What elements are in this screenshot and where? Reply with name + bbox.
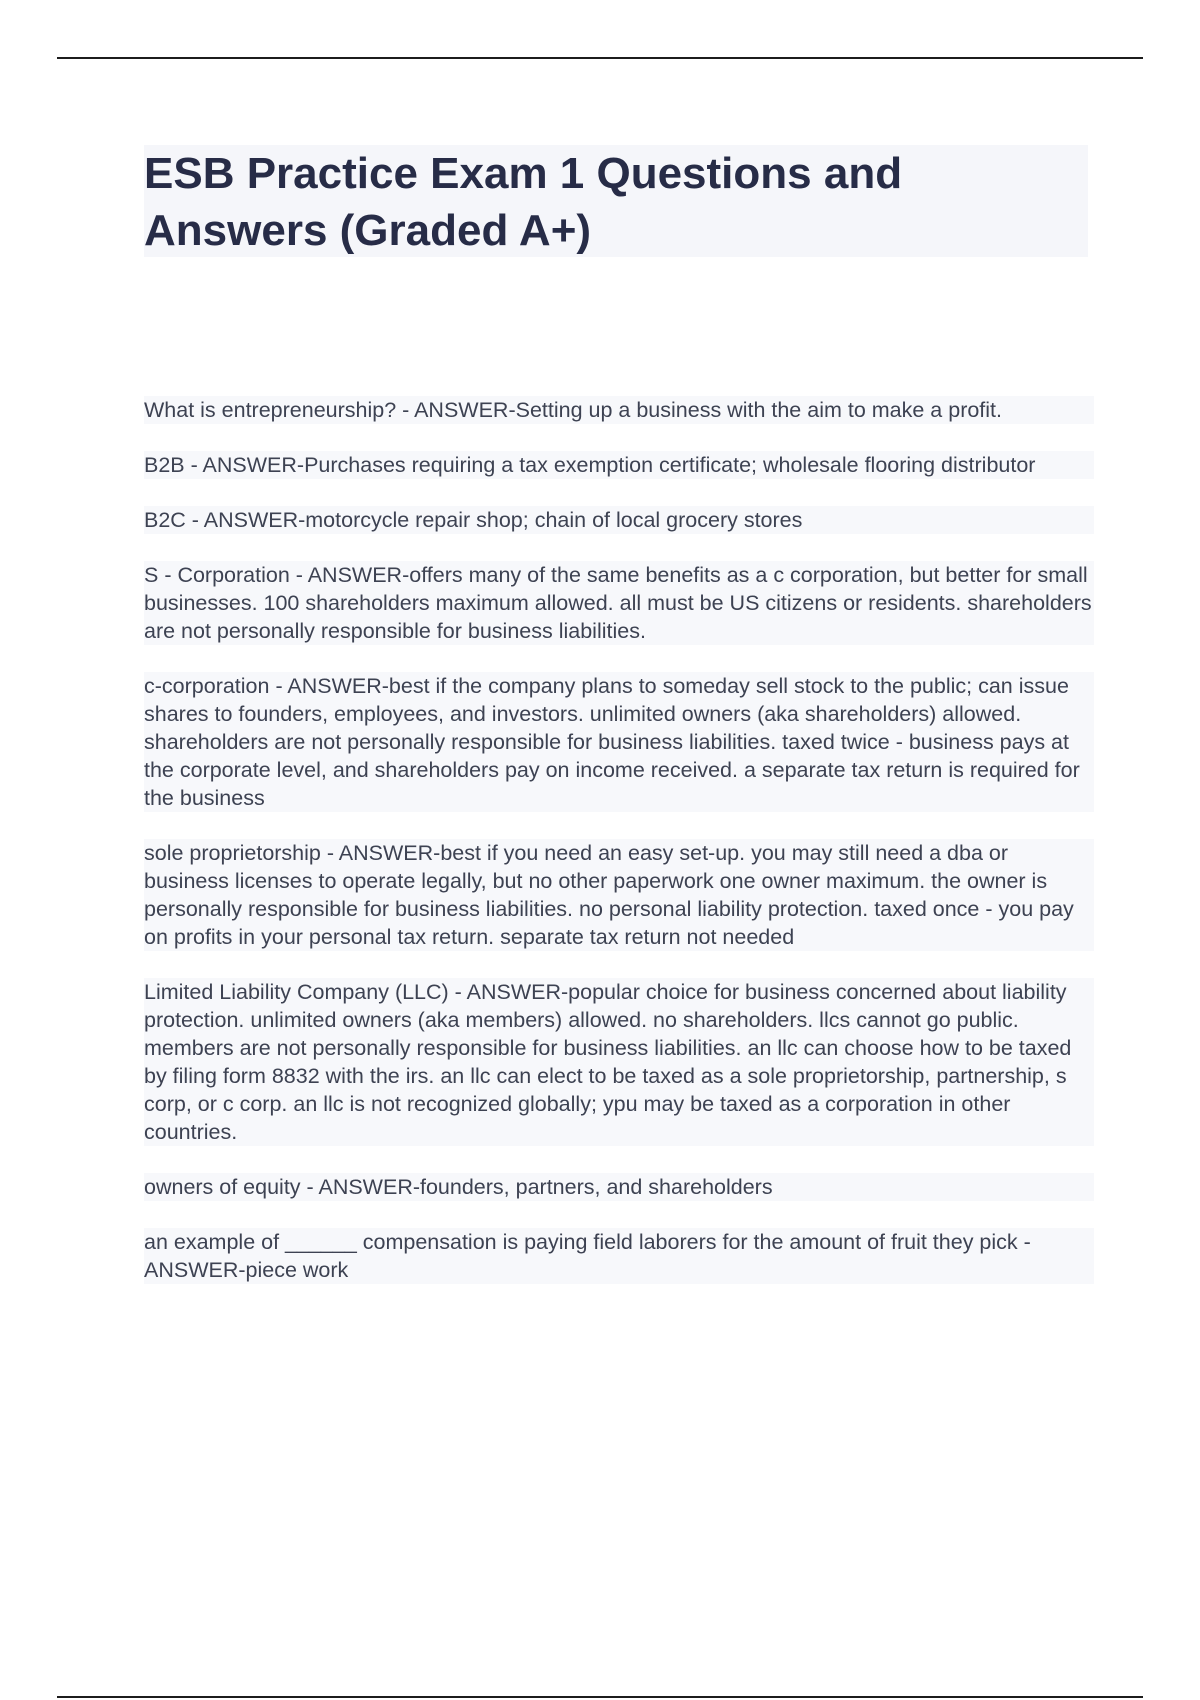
- footer-rule: [57, 1696, 1143, 1698]
- qa-list: [144, 396, 1094, 1311]
- qa-item: c-corporation - ANSWER-best if the company plans to someday sell stock to the public; can issue shares to founders, employees, and investors. unlimited owners (aka shareholders) allowed. shareholders are not personally responsible for business liabilities. taxed twice - business pays at the corporate level, and shareholders pay on income received. a separate tax return is required for the business: [144, 672, 1094, 812]
- qa-item: sole proprietorship - ANSWER-best if you need an easy set-up. you may still need a dba or business licenses to operate legally, but no other paperwork one owner maximum. the owner is personally responsible for business liabilities. no personal liability protection. taxed once - you pay on profits in your personal tax return. separate tax return not needed: [144, 839, 1094, 951]
- title-block: [144, 145, 1088, 257]
- qa-item: B2C - ANSWER-motorcycle repair shop; chain of local grocery stores: [144, 506, 1094, 534]
- qa-item: owners of equity - ANSWER-founders, partners, and shareholders: [144, 1173, 1094, 1201]
- qa-item: an example of ______ compensation is paying field laborers for the amount of fruit they pick - ANSWER-piece work: [144, 1228, 1094, 1284]
- qa-item: What is entrepreneurship? - ANSWER-Setting up a business with the aim to make a profit.: [144, 396, 1094, 424]
- document-title: ESB Practice Exam 1 Questions and Answers (Graded A+): [144, 149, 903, 255]
- header-rule: [57, 57, 1143, 59]
- qa-item: S - Corporation - ANSWER-offers many of the same benefits as a c corporation, but better for small businesses. 100 shareholders maximum allowed. all must be US citizens or residents. shareholders are not personally responsible for business liabilities.: [144, 561, 1094, 645]
- qa-item: B2B - ANSWER-Purchases requiring a tax exemption certificate; wholesale flooring distributor: [144, 451, 1094, 479]
- qa-item: Limited Liability Company (LLC) - ANSWER-popular choice for business concerned about liability protection. unlimited owners (aka members) allowed. no shareholders. llcs cannot go public. members are not personally responsible for business liabilities. an llc can choose how to be taxed by filing form 8832 with the irs. an llc can elect to be taxed as a sole proprietorship, partnership, s corp, or c corp. an llc is not recognized globally; ypu may be taxed as a corporation in other countries.: [144, 978, 1094, 1146]
